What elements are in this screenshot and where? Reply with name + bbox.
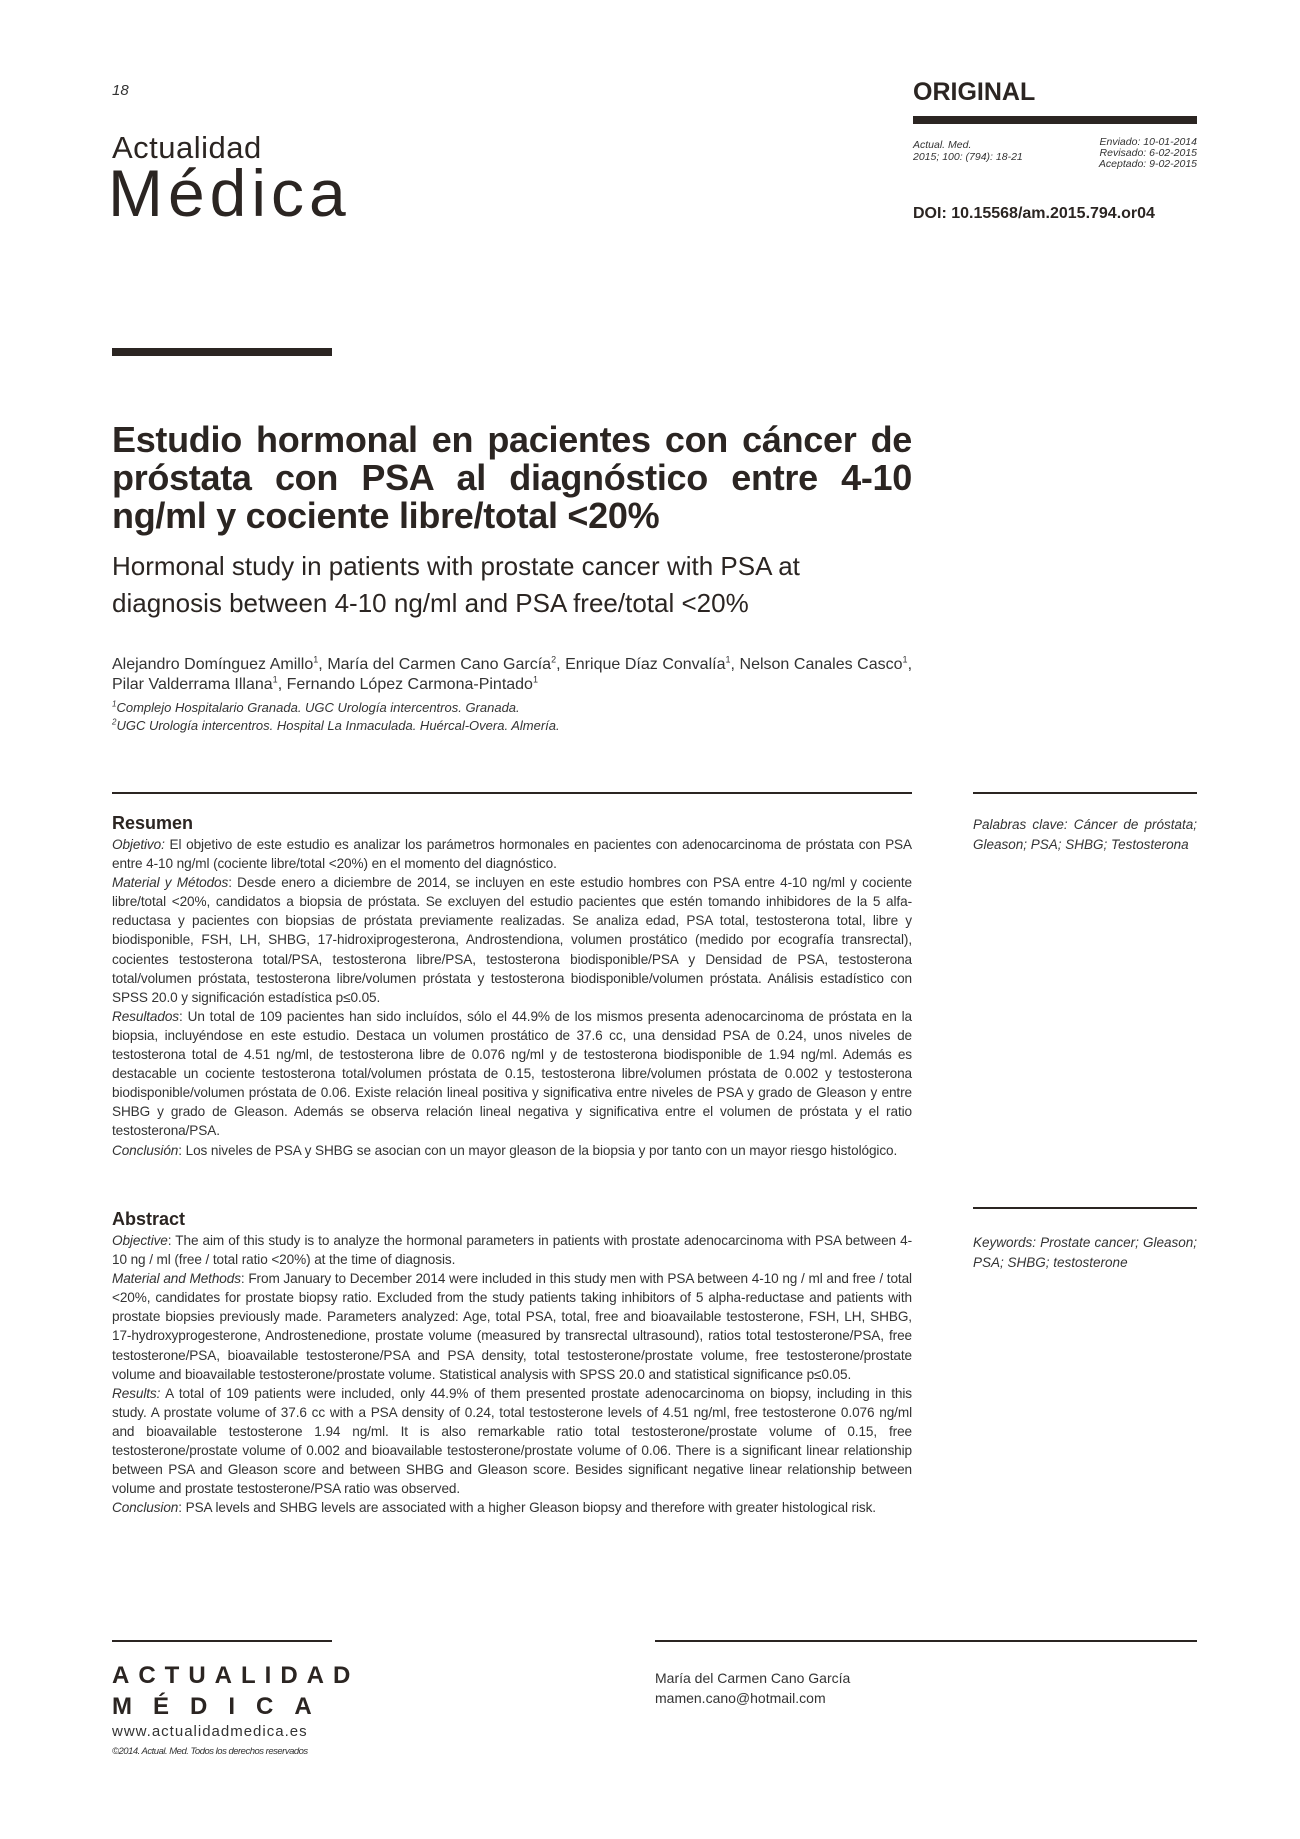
keywords-english: Keywords: Prostate cancer; Gleason; PSA; SHBG; testosterone (973, 1235, 1197, 1270)
author-name: Pilar Valderrama Illana (112, 676, 273, 693)
author-name: Enrique Díaz Convalía (565, 656, 726, 673)
resumen-methods: Material y Métodos: Desde enero a diciembre de 2014, se incluyen en este estudio hombres con PSA entre 4-10 ng/ml y cociente libre/total <20%, candidatos a biopsia de próstata. Se excluyen del estudio pacientes que estén tomando inhibidores de la 5 alfa-reductasa y pacientes con biopsias de próstata previamente realizadas. Se analiza edad, PSA total, testosterona total, libre y biodisponible, FSH, LH, SHBG, 17-hidroxiprogesterona, Androstendiona, volumen prostático (medido por ecografía transrectal), cocientes testosterona total/PSA, testosterona libre/PSA, testosterona biodisponible/PSA y Densidad de PSA, testosterona total/volumen próstata, testosterona libre/volumen próstata y testosterona biodisponible/volumen próstata. Análisis estadístico con SPSS 20.0 y significación estadística p≤0.05. (112, 875, 912, 1005)
date-sent: Enviado: 10-01-2014 (1099, 136, 1197, 148)
author-affiliation-mark: 1 (532, 674, 538, 685)
title-rule (112, 348, 332, 356)
author-name: Fernando López Carmona-Pintado (286, 676, 533, 693)
abstract-methods: Material and Methods: From January to December 2014 were included in this study men with PSA between 4-10 ng / ml and free / total <20%, candidates for prostate biopsy ratio. Excluded from the study patients taking inhibitors of 5 alpha-reductase and patients with prostate biopsies previously made. Parameters analyzed: Age, total PSA, total, free and bioavailable testosterone, FSH, LH, SHBG, 17-hydroxyprogesterone, Androstenedione, prostate volume (measured by transrectal ultrasound), ratios total testosterone/PSA, free testosterone/PSA, bioavailable testosterone/PSA and PSA density, total testosterone/prostate volume, free testosterone/prostate volume and bioavailable testosterone/prostate volume. Statistical analysis with SPSS 20.0 and statistical significance p≤0.05. (112, 1271, 912, 1382)
resumen-body (112, 835, 912, 1160)
abstract-results: Results: A total of 109 patients were included, only 44.9% of them presented prostate adenocarcinoma on biopsy, including in this study. A prostate volume of 37.6 cc with a PSA density of 0.24, total testosterone levels of 4.51 ng/ml, free testosterone 0.076 ng/ml and bioavailable testosterone 1.94 ng/ml. It is also remarkable ratio total testosterone/prostate volume of 0.15, free testosterone/prostate volume of 0.002 and bioavailable testosterone/prostate volume of 0.06. There is a significant linear relationship between PSA and Gleason score and between SHBG and Gleason score. Besides significant negative linear relationship between volume and prostate testosterone/PSA ratio was observed. (112, 1385, 912, 1497)
affiliations (112, 699, 912, 735)
footer-rule-right (655, 1640, 1197, 1642)
journal-reference (913, 139, 1023, 163)
correspondence-name: María del Carmen Cano García (655, 1670, 851, 1686)
author-name: Alejandro Domínguez Amillo (112, 656, 314, 673)
journal-ref-line2: 2015; 100: (794): 18-21 (913, 151, 1023, 163)
journal-ref-line1: Actual. Med. (913, 139, 972, 151)
title-spanish: Estudio hormonal en pacientes con cáncer de próstata con PSA al diagnóstico entre 4-10 ng/ml y cociente libre/total <20% (112, 419, 912, 536)
footer-logo (112, 1660, 359, 1722)
correspondence-email[interactable]: mamen.cano@hotmail.com (655, 1690, 826, 1706)
footer-copyright: ©2014. Actual. Med. Todos los derechos reservados (112, 1746, 308, 1757)
submission-dates (1099, 137, 1197, 170)
section-rule (913, 116, 1197, 124)
section-label: ORIGINAL (913, 78, 1036, 106)
affiliation: $^2$UGC Urología intercentros. Hospital La Inmaculada. Huércal-Overa. Almería. (112, 717, 560, 733)
keywords-rule-en (973, 1207, 1197, 1209)
footer-logo-line2: MÉDICA (112, 1693, 333, 1720)
resumen-objective: Objetivo: El objetivo de este estudio es analizar los parámetros hormonales en pacientes con adenocarcinoma de próstata con PSA entre 4-10 ng/ml (cociente libre/total <20%) en el momento del diagnóstico. (112, 837, 912, 872)
abstract-objective: Objective: The aim of this study is to analyze the hormonal parameters in patients with prostate adenocarcinoma with PSA between 4-10 ng / ml (free / total ratio <20%) at the time of diagnosis. (112, 1233, 912, 1268)
author-name: María del Carmen Cano García (327, 656, 552, 673)
resumen-conclusion: Conclusión: Los niveles de PSA y SHBG se asocian con un mayor gleason de la biopsia y por tanto con un mayor riesgo histológico. (112, 1142, 898, 1158)
author-list: Alejandro Domínguez Amillo$^1$, María del Carmen Cano García$^2$, Enrique Díaz Convalía$^1$, Nelson Canales Casco$^1$, Pilar Valderrama Illana$^1$, Fernando López Carmona-Pintado$^1$ (112, 654, 913, 693)
author-affiliation-mark: 1 (902, 654, 908, 665)
affiliation: $^1$Complejo Hospitalario Granada. UGC Urología intercentros. Granada. (112, 699, 520, 715)
footer-logo-line1: ACTUALIDAD (112, 1662, 360, 1689)
author-name: Nelson Canales Casco (739, 656, 903, 673)
date-accepted: Aceptado: 9-02-2015 (1098, 158, 1197, 170)
resumen-heading: Resumen (112, 813, 194, 833)
abstract-heading: Abstract (112, 1209, 186, 1229)
doi: DOI: 10.15568/am.2015.794.or04 (913, 205, 1155, 222)
abstract-body (112, 1231, 912, 1517)
correspondence (655, 1668, 850, 1708)
content-rule (112, 792, 912, 794)
title-english: Hormonal study in patients with prostate cancer with PSA at diagnosis between 4-10 ng/ml and PSA free/total <20% (112, 551, 800, 618)
author-affiliation-mark: 1 (272, 674, 278, 685)
date-revised: Revisado: 6-02-2015 (1099, 147, 1197, 159)
footer-rule-left (112, 1640, 332, 1642)
author-affiliation-mark: 1 (313, 654, 319, 665)
author-affiliation-mark: 2 (551, 654, 557, 665)
footer-url[interactable]: www.actualidadmedica.es (112, 1723, 308, 1740)
journal-logo-line1: Actualidad (112, 130, 262, 165)
keywords-rule-es (973, 792, 1197, 794)
author-affiliation-mark: 1 (725, 654, 731, 665)
page-number: 18 (112, 82, 129, 99)
abstract-conclusion: Conclusion: PSA levels and SHBG levels are associated with a higher Gleason biopsy and therefore with greater histological risk. (112, 1500, 876, 1516)
resumen-results: Resultados: Un total de 109 pacientes han sido incluídos, sólo el 44.9% de los mismos presenta adenocarcinoma de próstata en la biopsia, incluyéndose en este estudio. Destaca un volumen prostático de 37.6 cc, una densidad PSA de 0.24, unos niveles de testosterona total de 4.51 ng/ml, de testosterona libre de 0.076 ng/ml y de testosterona biodisponible de 1.94 ng/ml. Además es destacable un cociente testosterona total/volumen próstata de 0.15, testosterona libre/volumen próstata de 0.002 y testosterona biodisponible/volumen próstata de 0.06. Existe relación lineal positiva y significativa entre niveles de PSA y grado de Gleason y entre SHBG y grado de Gleason. Además se observa relación lineal negativa y significativa entre el volumen de próstata y el ratio testosterona/PSA. (112, 1008, 912, 1139)
journal-logo-line2: Médica (108, 156, 351, 230)
keywords-spanish: Palabras clave: Cáncer de próstata; Gleason; PSA; SHBG; Testosterona (973, 817, 1197, 852)
